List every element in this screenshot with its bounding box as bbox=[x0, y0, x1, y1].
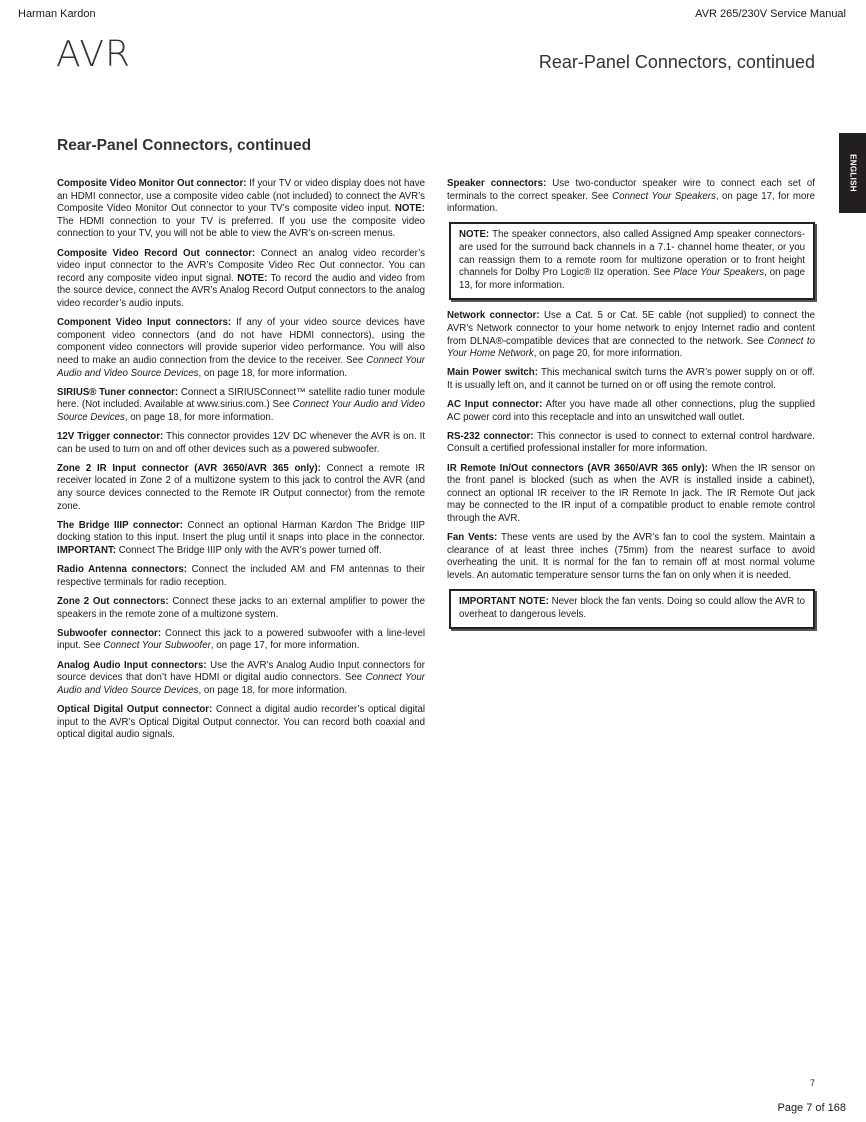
paragraph-speaker-connectors: Speaker connectors: Use two-conductor speaker wire to connect each set of terminals to the correct speaker. See Connect Your Speakers, on page 17, for more information. bbox=[447, 178, 815, 215]
page-of-total: Page 7 of 168 bbox=[777, 1102, 846, 1114]
connector-paragraph: SIRIUS® Tuner connector: Connect a SIRIUSConnect™ satellite radio tuner module here. (Not included. Available at www.sirius.com.) See Connect Your Audio and Video Source Devices, on page 18, for more information. bbox=[57, 386, 425, 423]
connector-paragraph: Zone 2 Out connectors: Connect these jacks to an external amplifier to power the speakers in the remote zone of a multizone system. bbox=[57, 595, 426, 620]
connector-paragraph: Fan Vents: These vents are used by the AVR’s fan to cool the system. Maintain a clearance of at least three inches (75mm) from the nearest surface to avoid overheating the unit. It is normal for the fan to remain off at most normal volume levels. An automatic temperature sensor turns the fan on only when it is needed. bbox=[447, 532, 815, 581]
language-tab bbox=[839, 133, 866, 213]
connector-paragraph: 12V Trigger connector: This connector provides 12V DC whenever the AVR is on. It can be used to turn on and off other devices such as a powered subwoofer. bbox=[57, 431, 425, 455]
right-column bbox=[447, 178, 815, 639]
brand-name: Harman Kardon bbox=[18, 8, 96, 20]
speaker-note-box: NOTE: The speaker connectors, also called Assigned Amp speaker connectors- are used for the surround back channels in a 7.1- channel home theater, or you can reassign them to a remote room for multizone operation or to front height channels for Dolby Pro Logic® IIz operation. See Place Your Speakers, on page 13, for more information. bbox=[449, 222, 815, 300]
fan-note-box: IMPORTANT NOTE: Never block the fan vents. Doing so could allow the AVR to overheat to dangerous levels. bbox=[449, 589, 815, 629]
page-number: 7 bbox=[809, 1078, 815, 1088]
connector-paragraph: Subwoofer connector: Connect this jack to a powered subwoofer with a line-level input. See Connect Your Subwoofer, on page 17, for more information. bbox=[57, 627, 425, 652]
connector-paragraph: Main Power switch: This mechanical switch turns the AVR’s power supply on or off. It is usually left on, and it cannot be turned on or off using the remote control. bbox=[447, 367, 815, 391]
connector-paragraph: Optical Digital Output connector: Connect a digital audio recorder’s optical digital input to the AVR’s Optical Digital Output connector. You can record both coaxial and optical digital audio signals. bbox=[57, 703, 425, 741]
connector-paragraph: AC Input connector: After you have made all other connections, plug the supplied AC power cord into this receptacle and into an unswitched wall outlet. bbox=[447, 399, 815, 423]
connector-paragraph: Network connector: Use a Cat. 5 or Cat. 5E cable (not supplied) to connect the AVR’s Network connector to your home network to enjoy Internet radio and content from DLNA®-compatible devices that are connected to the network. See Connect to Your Home Network, on page 20, for more information. bbox=[447, 310, 816, 360]
connector-paragraph: RS-232 connector: This connector is used to connect to external control hardware. Consult a certified professional installer for more information. bbox=[447, 430, 816, 455]
header-section-title: Rear-Panel Connectors, continued bbox=[538, 52, 815, 72]
connector-paragraph: The Bridge IIIP connector: Connect an optional Harman Kardon The Bridge IIIP docking station to this input. Insert the plug until it snaps into place in the connector. IMPORTANT: Connect The Bridge IIIP only with the AVR’s power turned off. bbox=[57, 519, 425, 556]
left-column bbox=[57, 178, 425, 748]
connector-paragraph: IR Remote In/Out connectors (AVR 3650/AVR 365 only): When the IR sensor on the front panel is blocked (such as when the AVR is installed inside a cabinet), connect an optional IR receiver to the IR Remote In jack. The IR Remote Out jack may be connected to the IR input of a compatible product to enable remote control through the AVR. bbox=[447, 462, 815, 525]
connector-paragraph: Radio Antenna connectors: Connect the included AM and FM antennas to their respective terminals for radio reception. bbox=[57, 564, 425, 588]
section-heading: Rear-Panel Connectors, continued bbox=[57, 137, 312, 154]
connector-paragraph: Composite Video Record Out connector: Connect an analog video recorder’s video input connector to the AVR’s Composite Video Rec Out connector. You can record any composite video input signal. NOTE: To record the audio and video from the source device, connect the AVR’s Analog Record Output connectors to the analog video recorder’s audio inputs. bbox=[57, 247, 425, 309]
language-tab-label: ENGLISH bbox=[848, 154, 857, 192]
connector-paragraph: Composite Video Monitor Out connector: If your TV or video display does not have an HDMI connector, use a composite video cable (not included) to connect the AVR’s Composite Video Monitor Out connector to your TV’s composite video input. NOTE: The HDMI connection to your TV is preferred. If you use the composite video connection to your TV, you will not be able to view the AVR’s on-screen menus. bbox=[57, 178, 425, 240]
right-items bbox=[447, 310, 815, 582]
connector-paragraph: Component Video Input connectors: If any of your video source devices have component video connectors (and do not have HDMI connectors), using the component video connectors will provide superior video performance. You will also need to make an audio connection from the device to the receiver. See Connect Your Audio and Video Source Devices, on page 18, for more information. bbox=[57, 317, 426, 379]
avr-logo: AVR bbox=[56, 34, 131, 75]
connector-paragraph: Zone 2 IR Input connector (AVR 3650/AVR 365 only): Connect a remote IR receiver located in Zone 2 of a multizone system to this jack to control the AVR (and any source devices connected to the Remote IR Output connector) from the remote zone. bbox=[57, 462, 426, 512]
connector-paragraph: Analog Audio Input connectors: Use the AVR’s Analog Audio Input connectors for source devices that don’t have HDMI or digital audio connectors. See Connect Your Audio and Video Source Devices, on page 18, for more information. bbox=[57, 659, 425, 696]
manual-title: AVR 265/230V Service Manual bbox=[695, 8, 846, 20]
